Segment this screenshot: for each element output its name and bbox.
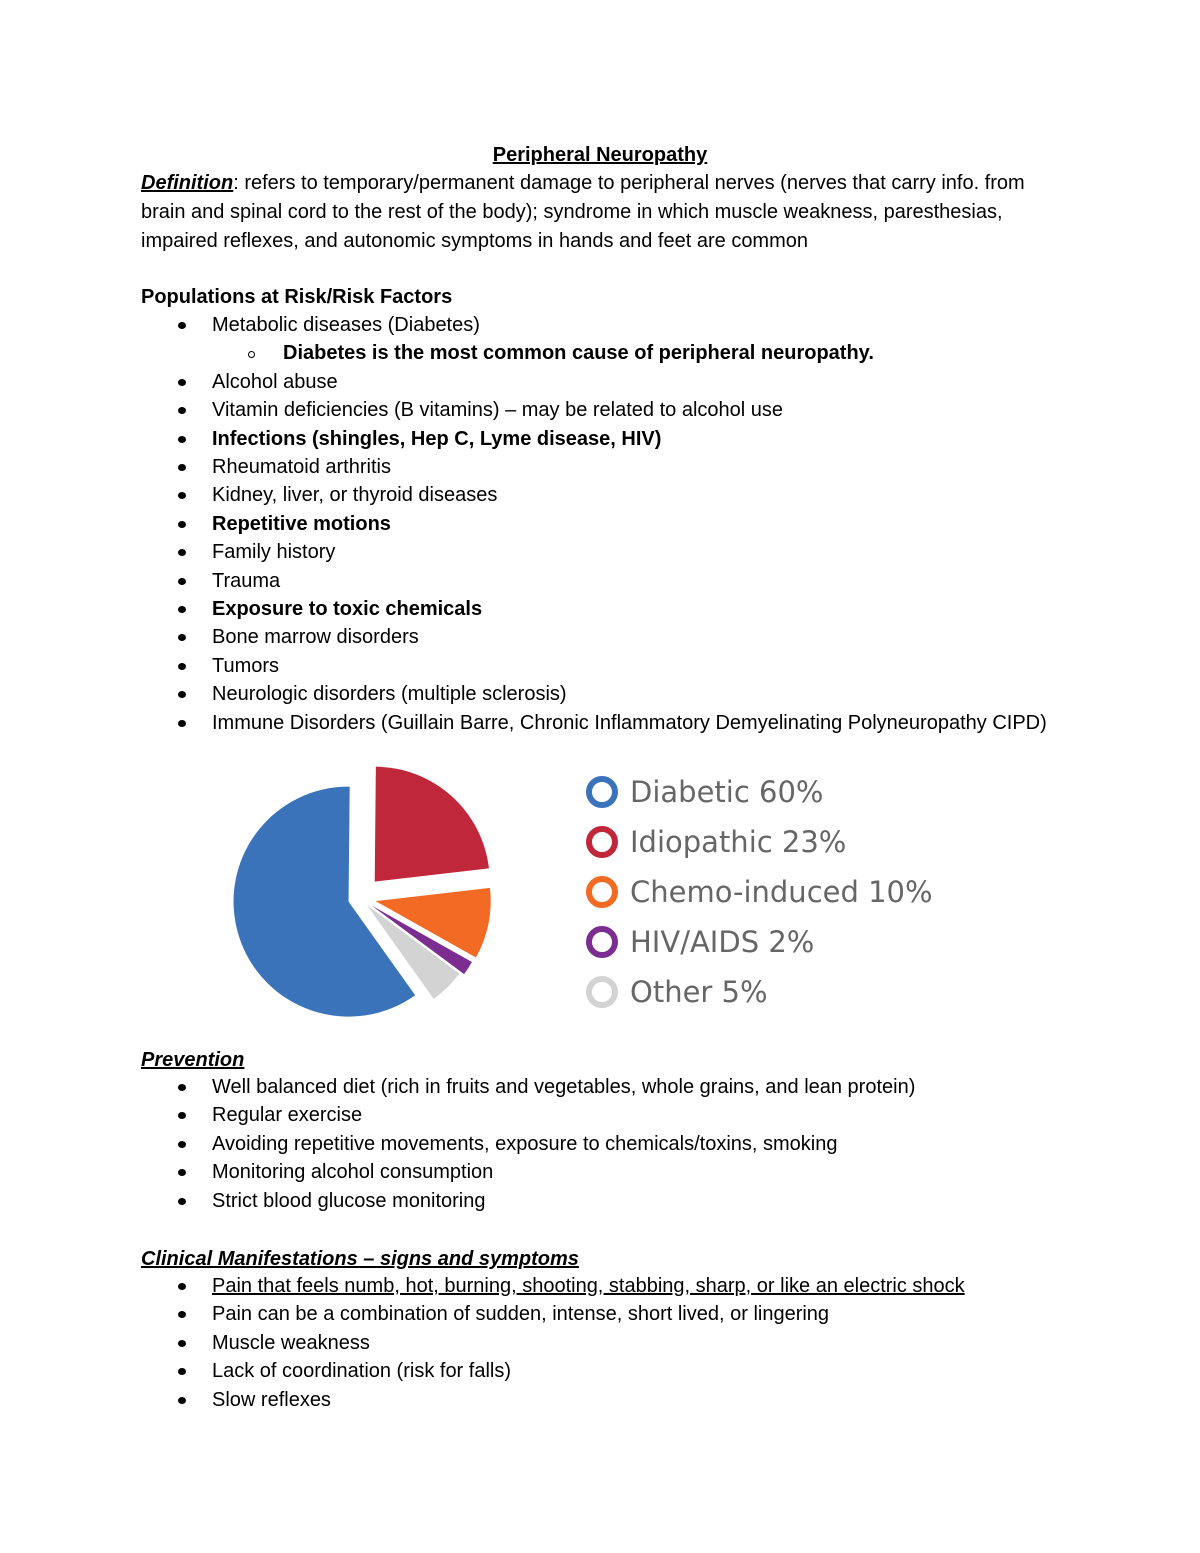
risk-factor-item <box>0 538 1100 566</box>
symptom-item <box>0 1300 1100 1328</box>
legend-label: Idiopathic 23% <box>630 825 847 859</box>
risk-factor-item <box>0 623 1100 651</box>
symptom-item <box>0 1357 1100 1385</box>
risk-factor-item <box>0 368 1100 396</box>
list-item-text: Monitoring alcohol consumption <box>212 1161 494 1184</box>
list-item-text: Lack of coordination (risk for falls) <box>212 1360 512 1383</box>
list-item-text: Metabolic diseases (Diabetes) <box>212 314 480 336</box>
prevention-list <box>0 1073 1100 1215</box>
risk-factor-item <box>0 652 1100 680</box>
definition-label: Definition <box>141 172 234 194</box>
list-item-text: Avoiding repetitive movements, exposure to chemicals/toxins, smoking <box>212 1132 838 1155</box>
prevention-item <box>0 1187 1100 1215</box>
list-item-text: Vitamin deficiencies (B vitamins) – may be related to alcohol use <box>212 399 784 422</box>
clinical-heading: Clinical Manifestations – signs and symptoms <box>141 1248 579 1270</box>
bullet-icon <box>178 1368 186 1375</box>
risk-factor-item <box>0 481 1100 509</box>
list-item-text: Muscle weakness <box>212 1331 370 1354</box>
risk-heading: Populations at Risk/Risk Factors <box>141 286 453 308</box>
page-title: Peripheral Neuropathy <box>492 144 708 166</box>
bullet-icon <box>178 1340 186 1347</box>
prevention-item <box>0 1130 1100 1158</box>
risk-factor-item <box>0 709 1100 737</box>
list-item-text: Slow reflexes <box>212 1388 331 1411</box>
list-item-text: Immune Disorders (Guillain Barre, Chronic Inflammatory Demyelinating Polyneuropathy CIPD) <box>212 711 1047 734</box>
list-item-text: Rheumatoid arthritis <box>212 456 391 479</box>
legend-label: Other 5% <box>630 975 768 1009</box>
risk-factor-item <box>0 567 1100 595</box>
legend-ring-icon <box>589 929 615 955</box>
bullet-icon <box>178 663 186 670</box>
list-item-text: Tumors <box>212 654 280 677</box>
bullet-icon <box>178 492 186 499</box>
bullet-icon <box>178 691 186 698</box>
list-item-text: Well balanced diet (rich in fruits and vegetables, whole grains, and lean protein) <box>212 1076 916 1098</box>
bullet-icon <box>178 1169 186 1176</box>
risk-factor-item <box>0 453 1100 481</box>
list-item-text: Pain that feels numb, hot, burning, shooting, stabbing, sharp, or like an electric shock <box>212 1275 965 1297</box>
bullet-icon <box>178 549 186 556</box>
neuropathy-causes-pie-chart <box>230 760 990 1030</box>
list-item-text: Neurologic disorders (multiple sclerosis) <box>212 683 567 706</box>
bullet-icon <box>178 720 186 727</box>
prevention-item <box>0 1073 1100 1101</box>
legend-ring-icon <box>589 779 615 805</box>
clinical-manifestations-list <box>0 1272 1100 1414</box>
list-item-text: Infections (shingles, Hep C, Lyme disease, HIV) <box>212 427 662 450</box>
legend-ring-icon <box>589 829 615 855</box>
bullet-icon <box>178 606 186 613</box>
bullet-icon <box>178 634 186 641</box>
bullet-icon <box>178 464 186 471</box>
legend-ring-icon <box>589 879 615 905</box>
list-item-text: Exposure to toxic chemicals <box>212 598 483 621</box>
list-item-text: Pain can be a combination of sudden, intense, short lived, or lingering <box>212 1303 830 1326</box>
bullet-icon <box>178 379 186 386</box>
risk-factor-item <box>0 680 1100 708</box>
definition-paragraph <box>141 169 1071 256</box>
bullet-icon <box>178 1112 186 1119</box>
risk-factor-list <box>0 311 1100 737</box>
list-item-text: Regular exercise <box>212 1104 363 1127</box>
risk-factor-item <box>0 339 1100 367</box>
risk-factor-item <box>0 510 1100 538</box>
bullet-icon <box>178 1397 186 1404</box>
list-item-text: Trauma <box>212 569 281 592</box>
prevention-heading: Prevention <box>141 1049 245 1071</box>
definition-text: : refers to temporary/permanent damage to peripheral nerves (nerves that carry info. from brain and spinal cord to the rest of the body); syndrome in which muscle weakness, paresthesias, impaired reflexes, and autonomic symptoms in hands and feet are common <box>141 172 1025 252</box>
symptom-item <box>0 1386 1100 1414</box>
symptom-item <box>0 1329 1100 1357</box>
bullet-icon <box>178 322 186 329</box>
list-item-text: Family history <box>212 541 336 564</box>
legend-label: Diabetic 60% <box>630 775 824 809</box>
risk-factor-item <box>0 311 1100 339</box>
bullet-icon <box>178 1141 186 1148</box>
list-item-text: Repetitive motions <box>212 512 391 535</box>
list-item-text: Alcohol abuse <box>212 370 338 393</box>
prevention-item <box>0 1101 1100 1129</box>
legend-ring-icon <box>589 979 615 1005</box>
pie-slice-idiopathic <box>375 767 489 882</box>
bullet-icon <box>178 436 186 443</box>
risk-factor-item <box>0 425 1100 453</box>
list-item-text: Bone marrow disorders <box>212 626 419 649</box>
symptom-item <box>0 1272 1100 1300</box>
bullet-icon <box>178 1198 186 1205</box>
bullet-icon <box>178 521 186 528</box>
bullet-icon <box>178 578 186 585</box>
bullet-icon <box>178 1311 186 1318</box>
risk-factor-item <box>0 396 1100 424</box>
bullet-icon <box>178 1084 186 1091</box>
bullet-icon <box>178 1283 186 1290</box>
bullet-icon <box>178 407 186 414</box>
prevention-item <box>0 1158 1100 1186</box>
legend-label: HIV/AIDS 2% <box>630 925 815 959</box>
hollow-bullet-icon <box>248 351 255 358</box>
list-item-text: Kidney, liver, or thyroid diseases <box>212 484 498 507</box>
risk-factor-item <box>0 595 1100 623</box>
list-item-text: Strict blood glucose monitoring <box>212 1189 486 1212</box>
list-item-text: Diabetes is the most common cause of peripheral neuropathy. <box>283 342 874 365</box>
legend-label: Chemo-induced 10% <box>630 875 933 909</box>
